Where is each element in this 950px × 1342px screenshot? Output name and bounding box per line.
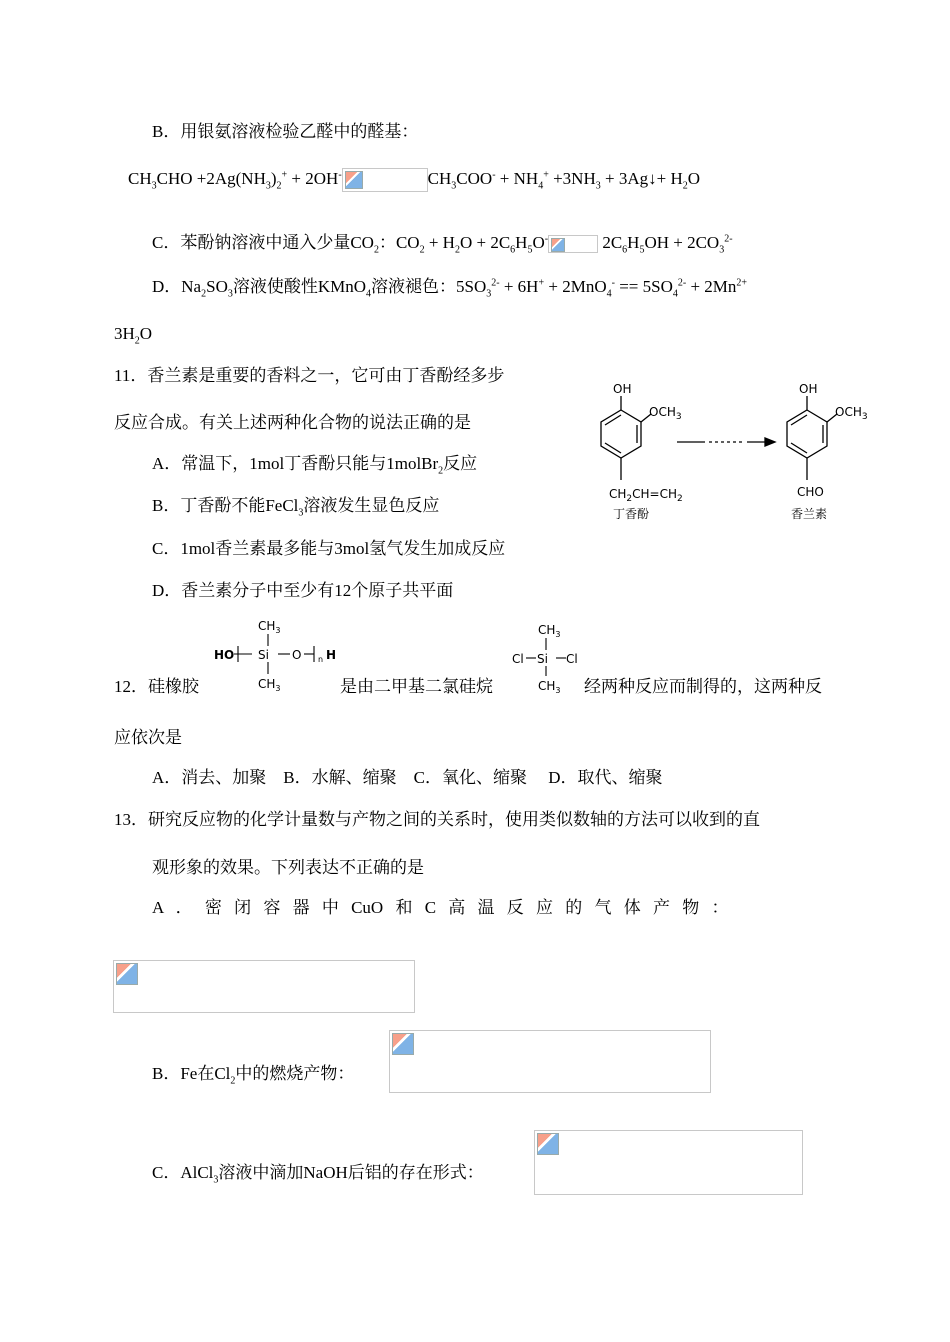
q13-stem-line1: 13．研究反应物的化学计量数与产物之间的关系时，使用类似数轴的方法可以收到的直 xyxy=(114,810,760,829)
q11-option-c: C．1mol香兰素最多能与3mol氢气发生加成反应 xyxy=(152,539,506,558)
q13-option-c-image xyxy=(534,1130,803,1195)
q13-option-a-image xyxy=(113,960,415,1013)
broken-image-icon xyxy=(345,171,363,189)
q13-option-a-label: A ． 密 闭 容 器 中 CuO 和 C 高 温 反 应 的 气 体 产 物 ： xyxy=(152,898,729,917)
reaction-arrow-image xyxy=(548,235,598,253)
silicone-si: Si xyxy=(258,648,269,662)
silicone-n: n xyxy=(318,655,324,664)
dichlorodimethylsilane-formula xyxy=(508,620,584,696)
q10-option-d: D．$Na_2SO_3$溶液使酸性KMnO$_4$溶液褪色：$5SO_3^{2-} + 6H^+ + 2MnO_4^- == 5SO_4^{2-} + 2Mn^{2+}$ xyxy=(152,277,748,300)
vanillin-cho-label: CHO xyxy=(797,485,824,499)
q11-option-a: A．常温下，1mol丁香酚只能与1molBr$_2$反应 xyxy=(152,454,478,477)
q11-stem-line1: 11．香兰素是重要的香料之一，它可由丁香酚经多步 xyxy=(114,366,505,385)
vanillin-och3-label: $OCH_3$ xyxy=(835,405,868,422)
reaction-arrow-image xyxy=(342,168,428,192)
broken-image-icon xyxy=(537,1133,559,1155)
q10-option-b-equation: $CH_3CHO +2Ag(NH_3)_2^+ + 2OH^-$ $CH_3COO^- + NH_4^+ +3NH_3$ + 3Ag↓+ $H_2O$ xyxy=(128,168,701,192)
eugenol-oh-label: OH xyxy=(613,382,632,396)
q11-option-d: D．香兰素分子中至少有12个原子共平面 xyxy=(152,581,454,600)
silicone-h: H xyxy=(326,648,337,662)
eugenol-ring xyxy=(601,410,641,458)
q11-stem-line2: 反应合成。有关上述两种化合物的说法正确的是 xyxy=(114,413,471,432)
q13-option-b-label: B．Fe在$Cl_2$中的燃烧产物： xyxy=(152,1064,355,1087)
q13-stem-line2: 观形象的效果。下列表达不正确的是 xyxy=(152,858,424,877)
silane-si: Si xyxy=(537,652,548,666)
q12-stem-pre: 12．硅橡胶 xyxy=(114,677,199,696)
eugenol-och3-label: $OCH_3$ xyxy=(649,405,682,422)
vanillin-oh-label: OH xyxy=(799,382,818,396)
q13-option-c-label: C．AlCl$_3$溶液中滴加NaOH后铝的存在形式： xyxy=(152,1163,484,1186)
q11-option-b: B．丁香酚不能FeCl$_3$溶液发生显色反应 xyxy=(152,496,440,519)
silicone-ho: HO xyxy=(214,648,235,662)
q13-option-b-image xyxy=(389,1030,711,1093)
q12-stem-continued: 应依次是 xyxy=(114,728,182,747)
silane-ch3-top: $CH_3$ xyxy=(538,623,561,639)
vanillin-ring xyxy=(787,410,827,458)
q11-structure-figure xyxy=(585,380,905,530)
broken-image-icon xyxy=(116,963,138,985)
silane-ch3-bottom: $CH_3$ xyxy=(538,679,561,695)
vanillin-name: 香兰素 xyxy=(791,507,828,521)
silicone-rubber-formula xyxy=(212,616,344,696)
q12-stem-post: 经两种反应而制得的，这两种反 xyxy=(584,677,822,696)
q10-option-b-label: B．用银氨溶液检验乙醛中的醛基： xyxy=(152,122,419,141)
silicone-ch3-top: $CH_3$ xyxy=(258,619,281,635)
broken-image-icon xyxy=(392,1033,414,1055)
q12-options: A．消去、加聚 B．水解、缩聚 C．氧化、缩聚 D．取代、缩聚 xyxy=(152,768,663,787)
eugenol-chain-label: $CH_2CH=CH_2$ xyxy=(609,487,683,504)
silicone-o: O xyxy=(292,648,302,662)
silane-cl-left: Cl xyxy=(512,652,524,666)
silane-cl-right: Cl xyxy=(566,652,578,666)
eugenol-name: 丁香酚 xyxy=(613,507,650,521)
q10-option-d-continued: $3H_2O$ xyxy=(114,324,153,347)
q12-stem-mid: 是由二甲基二氯硅烷 xyxy=(340,677,493,696)
silicone-ch3-bottom: $CH_3$ xyxy=(258,677,281,693)
q10-option-c: C．苯酚钠溶液中通入少量$CO_2$：$CO_2 + H_2O + 2C_6H_5O^-$ $2C_6H_5OH + 2CO_3^{2-}$ xyxy=(152,233,733,256)
broken-image-icon xyxy=(551,238,565,252)
